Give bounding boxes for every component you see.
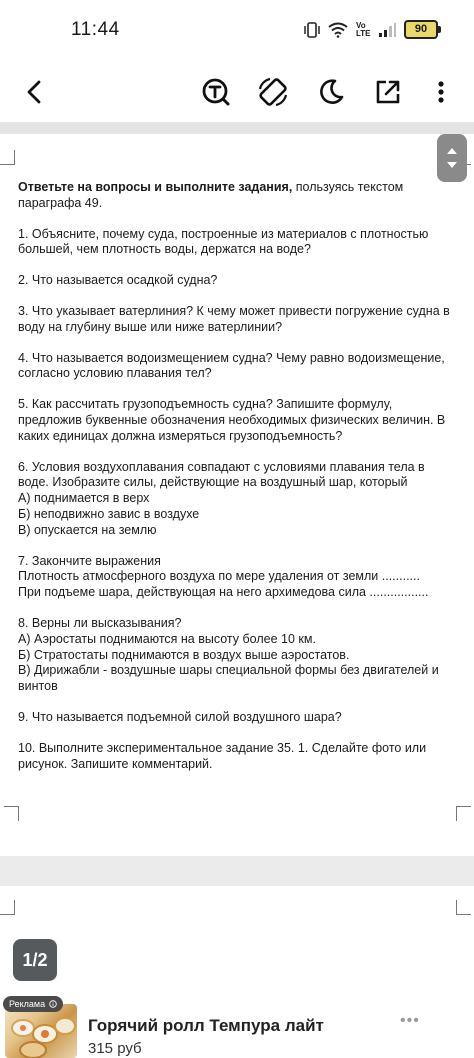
question-9: 9. Что называется подъемной силой воздушного шара? bbox=[18, 709, 342, 724]
vibrate-icon bbox=[304, 22, 320, 38]
question-8-option-b: Б) Стратостаты поднимаются в воздух выше аэростатов. bbox=[18, 647, 350, 662]
question-5: 5. Как рассчитать грузоподъемность судна? Запишите формулу, предложив буквенные обозначения необходимых физических величин. В каких единицах должна измеряться грузоподъемность? bbox=[18, 397, 446, 443]
page-indicator[interactable]: 1/2 bbox=[13, 939, 57, 981]
task-heading: Ответьте на вопросы и выполните задания, пользуясь текстом параграфа 49. bbox=[18, 180, 404, 210]
ad-badge bbox=[3, 996, 63, 1012]
ad-badge-label: Реклама bbox=[9, 999, 46, 1009]
question-8-option-c: В) Дирижабли - воздушные шары специальной формы без двигателей и винтов bbox=[18, 663, 439, 694]
sushi-roll-image bbox=[5, 1004, 77, 1058]
status-icons bbox=[304, 20, 438, 39]
question-8 bbox=[18, 616, 458, 695]
status-bar bbox=[0, 0, 474, 62]
document-text bbox=[18, 180, 458, 787]
page-edge bbox=[0, 122, 474, 134]
page-scroll-button[interactable] bbox=[437, 134, 467, 182]
question-4: 4. Что называется водоизмещением судна? Чему равно водоизмещение, согласно условию плавания тел? bbox=[18, 350, 445, 381]
page-corner-mark bbox=[456, 806, 471, 821]
page-corner-mark bbox=[0, 900, 15, 915]
page-corner-mark bbox=[0, 150, 15, 165]
page-corner-mark bbox=[4, 806, 19, 821]
question-6-option-a: А) поднимается в верх bbox=[18, 491, 150, 506]
volte-icon: Vo LTE bbox=[356, 20, 371, 38]
question-6-text: 6. Условия воздухоплавания совпадают с условиями плавания тела в воде. Изобразите силы, действующие на воздушный шар, который bbox=[18, 459, 425, 490]
question-8-text: 8. Верны ли высказывания? bbox=[18, 615, 182, 630]
question-8-option-a: А) Аэростаты поднимаются на высоту более 10 км. bbox=[18, 631, 316, 646]
back-arrow-icon[interactable] bbox=[13, 70, 57, 114]
wifi-icon bbox=[328, 22, 348, 38]
ad-more-icon[interactable]: ••• bbox=[400, 1012, 420, 1029]
night-mode-icon[interactable] bbox=[309, 70, 353, 114]
question-7-text: 7. Закончите выражения bbox=[18, 553, 161, 568]
question-10: 10. Выполните экспериментальное задание 35. 1. Сделайте фото или рисунок. Запишите комментарий. bbox=[18, 740, 427, 771]
question-3: 3. Что указывает ватерлиния? К чему может привести погружение судна в воду на глубину выше или ниже ватерлинии? bbox=[18, 303, 450, 334]
question-6-option-c: В) опускается на землю bbox=[18, 522, 157, 537]
question-6-option-b: Б) неподвижно завис в воздухе bbox=[18, 506, 200, 521]
question-1: 1. Объясните, почему суда, построенные из материалов с плотностью большей, чем плотность воды, держатся на воде? bbox=[18, 226, 429, 257]
share-icon[interactable] bbox=[366, 70, 410, 114]
info-icon[interactable] bbox=[49, 1000, 57, 1008]
ad-title[interactable]: Горячий ролл Темпура лайт bbox=[88, 1016, 324, 1035]
question-7-line-1: Плотность атмосферного воздуха по мере удаления от земли ........... bbox=[18, 569, 420, 584]
question-2: 2. Что называется осадкой судна? bbox=[18, 273, 218, 288]
battery-icon bbox=[404, 20, 438, 39]
question-7 bbox=[18, 554, 458, 601]
page-corner-mark bbox=[456, 900, 471, 915]
more-vert-icon[interactable] bbox=[419, 70, 463, 114]
page-gap bbox=[0, 856, 474, 886]
question-6 bbox=[18, 460, 458, 539]
scroll-up-icon[interactable] bbox=[446, 147, 458, 155]
clock: 11:44 bbox=[71, 19, 120, 40]
signal-icon bbox=[378, 22, 396, 38]
toolbar bbox=[0, 62, 474, 122]
question-7-line-2: При подъеме шара, действующая на него архимедова сила ................. bbox=[18, 585, 429, 600]
text-mode-icon[interactable] bbox=[194, 70, 238, 114]
ad-image[interactable] bbox=[5, 1004, 77, 1058]
ad-price: 315 руб bbox=[88, 1040, 142, 1057]
battery-level: 90 bbox=[414, 23, 428, 35]
rotate-screen-icon[interactable] bbox=[251, 70, 295, 114]
scroll-down-icon[interactable] bbox=[446, 161, 458, 169]
